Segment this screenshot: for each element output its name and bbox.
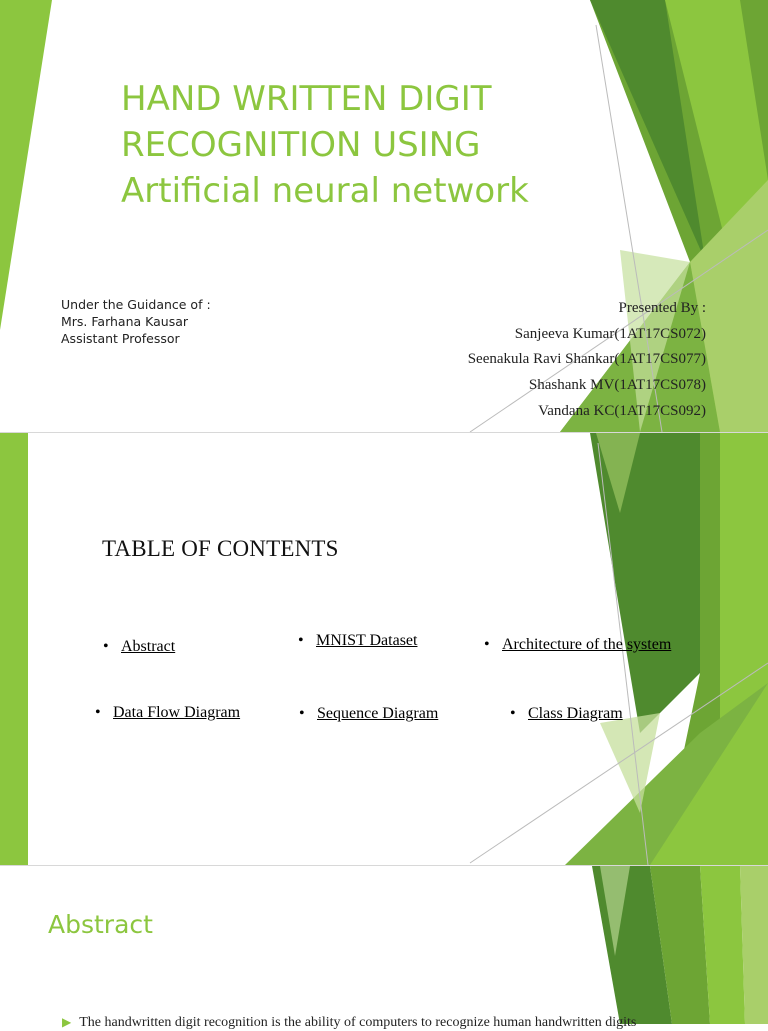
bullet-icon: •: [298, 632, 304, 649]
guide-designation: Assistant Professor: [61, 331, 180, 346]
guidance-block: [61, 296, 211, 347]
toc-item-sequence-diagram[interactable]: [299, 705, 438, 723]
abstract-text: The handwritten digit recognition is the ability of computers to recognize human handwritten digits: [79, 1015, 637, 1030]
guide-name: Mrs. Farhana Kausar: [61, 314, 189, 329]
slide-title: [121, 76, 591, 214]
toc-title: TABLE OF CONTENTS: [102, 536, 339, 561]
toc-item-architecture[interactable]: [484, 636, 671, 654]
toc-item-mnist-dataset[interactable]: [298, 632, 417, 650]
toc-link-label[interactable]: Architecture of the system: [502, 636, 672, 653]
presenter-1: Sanjeeva Kumar(1AT17CS072): [514, 325, 706, 342]
abstract-first-line: [62, 1015, 636, 1031]
title-line-2: RECOGNITION USING: [121, 125, 481, 165]
guidance-label: Under the Guidance of :: [61, 297, 211, 312]
presenter-2: Seenakula Ravi Shankar(1AT17CS077): [467, 351, 706, 368]
toc-link-label[interactable]: Abstract: [121, 638, 176, 655]
presenter-4: Vandana KC(1AT17CS092): [538, 402, 706, 419]
presenters-block: [468, 296, 706, 425]
toc-link-label[interactable]: Sequence Diagram: [317, 705, 439, 722]
toc-link-label[interactable]: MNIST Dataset: [316, 632, 418, 649]
presented-by-label: Presented By :: [618, 300, 706, 316]
toc-link-label[interactable]: Data Flow Diagram: [113, 704, 241, 721]
abstract-slide: [0, 866, 768, 1024]
arrow-bullet-icon: ▶: [62, 1015, 72, 1029]
toc-link-label[interactable]: Class Diagram: [528, 705, 623, 722]
bullet-icon: •: [484, 636, 490, 653]
bullet-icon: •: [299, 705, 305, 722]
bullet-icon: •: [103, 638, 109, 655]
bullet-icon: •: [510, 705, 516, 722]
title-slide: [0, 0, 768, 432]
green-decoration: [0, 866, 768, 1024]
toc-item-class-diagram[interactable]: [510, 705, 623, 723]
abstract-title: Abstract: [48, 910, 153, 939]
toc-item-abstract[interactable]: [103, 638, 175, 656]
title-line-3: Artificial neural network: [121, 171, 529, 211]
title-line-1: HAND WRITTEN DIGIT: [121, 79, 492, 119]
bullet-icon: •: [95, 704, 101, 721]
presenter-3: Shashank MV(1AT17CS078): [528, 377, 706, 394]
toc-item-data-flow-diagram[interactable]: [95, 704, 240, 722]
